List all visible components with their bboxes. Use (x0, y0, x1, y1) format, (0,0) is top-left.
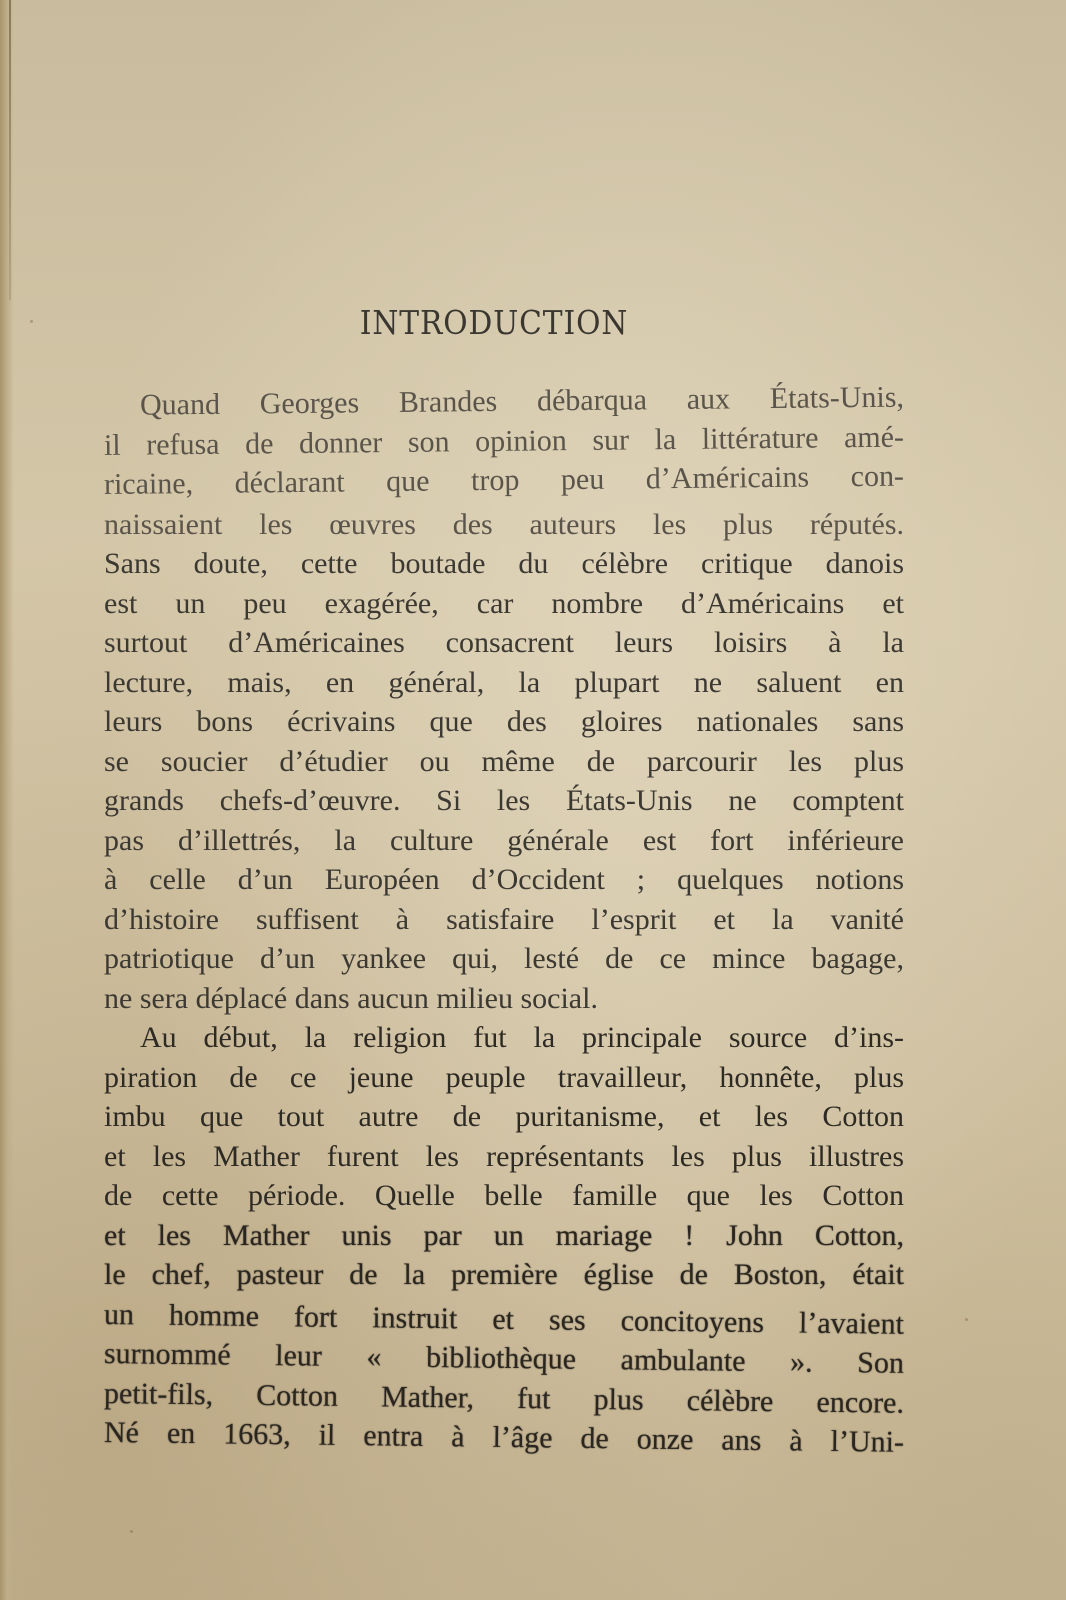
text-line: ricaine, déclarant que trop peu d’Américains con- (103, 459, 905, 501)
text-line: d’histoire suffisent à satisfaire l’esprit et la vanité (104, 902, 904, 936)
text-line: surnommé leur « bibliothèque ambulante ». Son (103, 1337, 905, 1380)
text-line: et les Mather unis par un mariage ! John Cotton, (104, 1218, 904, 1252)
paragraph-2 (103, 1018, 905, 1459)
text-line: Sans doute, cette boutade du célèbre critique danois (104, 547, 904, 580)
paragraph-1 (103, 380, 905, 1018)
paper-speck (130, 1530, 133, 1533)
paper-speck (965, 1318, 968, 1321)
text-line: Né en 1663, il entra à l’âge de onze ans à l’Uni- (103, 1416, 905, 1459)
text-line: patriotique d’un yankee qui, lesté de ce mince bagage, (104, 942, 904, 975)
chapter-title: INTRODUCTION (359, 303, 629, 342)
text-line: lecture, mais, en général, la plupart ne saluent en (104, 665, 904, 699)
text-line: grands chefs-d’œuvre. Si les États-Unis ne comptent (104, 784, 904, 817)
text-line: petit-fils, Cotton Mather, fut plus célèbre encore. (103, 1376, 905, 1420)
text-line: le chef, pasteur de la première église de Boston, était (104, 1258, 904, 1291)
page-binding-line (9, 0, 11, 300)
page-binding-edge (0, 0, 14, 1600)
text-line: Au début, la religion fut la principale source d’ins- (140, 1021, 904, 1054)
body-text (103, 380, 905, 1459)
text-line: imbu que tout autre de puritanisme, et les Cotton (104, 1100, 904, 1133)
text-line: il refusa de donner son opinion sur la littérature amé- (103, 420, 905, 462)
paper-speck (30, 320, 33, 323)
text-line: ne sera déplacé dans aucun milieu social. (104, 981, 598, 1015)
text-line: à celle d’un Européen d’Occident ; quelques notions (104, 863, 904, 896)
text-line: est un peu exagérée, car nombre d’Américains et (104, 586, 904, 620)
text-line: un homme fort instruit et ses concitoyens l’avaient (103, 1297, 905, 1341)
text-line: pas d’illettrés, la culture générale est fort inférieure (104, 823, 904, 857)
text-line: se soucier d’étudier ou même de parcourir les plus (104, 744, 904, 778)
text-line: Quand Georges Brandes débarqua aux États-Unis, (139, 380, 905, 422)
text-line: de cette période. Quelle belle famille que les Cotton (104, 1179, 904, 1212)
text-line: surtout d’Américaines consacrent leurs loisirs à la (104, 626, 904, 659)
text-line: et les Mather furent les représentants les plus illustres (104, 1139, 904, 1173)
text-line: piration de ce jeune peuple travailleur, honnête, plus (104, 1060, 904, 1094)
text-line: naissaient les œuvres des auteurs les plus réputés. (104, 507, 904, 541)
text-line: leurs bons écrivains que des gloires nationales sans (104, 705, 904, 738)
